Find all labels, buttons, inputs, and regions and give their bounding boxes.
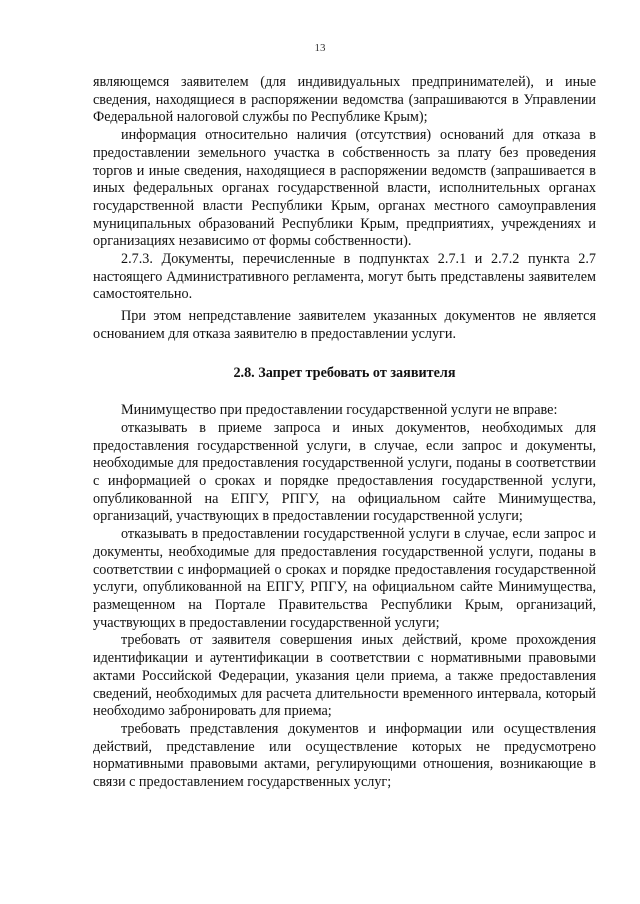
paragraph-item-1: отказывать в приеме запроса и иных документов, необходимых для предоставления государственной услуги, в случае, если запрос и документы, необходимые для предоставления государственной услуги, поданы в соответствии с информацией о сроках и порядке предоставления государственной услуги, опубликованной на ЕПГУ, РПГУ, на официальном сайте Минимущества, организаций, участвующих в предоставлении государственной услуги; (93, 419, 596, 525)
section-heading: 2.8. Запрет требовать от заявителя (233, 364, 456, 381)
paragraph-information: информация относительно наличия (отсутствия) оснований для отказа в предоставлении земельного участка в собственность за плату без проведения торгов и иные сведения, находящиеся в распоряжении ведомств (запрашивается в иных федеральных органах государственной власти, исполнительных органах государственной власти Республики Крым, органах местного самоуправления муниципальных образований Республики Крым, предприятиях, учреждениях и организациях независимо от формы собственности). (93, 127, 596, 250)
paragraph-intro: Минимущество при предоставлении государственной услуги не вправе: (121, 402, 558, 419)
paragraph-2-7-3: 2.7.3. Документы, перечисленные в подпунктах 2.7.1 и 2.7.2 пункта 2.7 настоящего Административного регламента, могут быть представлены заявителем самостоятельно. (93, 251, 596, 303)
paragraph-continuation: являющемся заявителем (для индивидуальных предпринимателей), и иные сведения, находящиеся в распоряжении ведомства (запрашиваются в Управлении Федеральной налоговой службы по Республике Крым); (93, 74, 596, 126)
document-body (93, 74, 596, 792)
paragraph-item-3: требовать от заявителя совершения иных действий, кроме прохождения идентификации и аутентификации в соответствии с нормативными правовыми актами Российской Федерации, указания цели приема, а также предоставления сведений, необходимых для расчета длительности временного интервала, который необходимо забронировать для приема; (93, 632, 596, 720)
paragraph-non-submission: При этом непредставление заявителем указанных документов не является основанием для отказа заявителю в предоставлении услуги. (93, 308, 596, 342)
paragraph-item-4: требовать представления документов и информации или осуществления действий, представление или осуществление которых не предусмотрено нормативными правовыми актами, регулирующими отношения, возникающие в связи с предоставлением государственных услуг; (93, 720, 596, 791)
paragraph-item-2: отказывать в предоставлении государственной услуги в случае, если запрос и документы, необходимые для предоставления государственной услуги, поданы в соответствии с информацией о сроках и порядке предоставления государственной услуги, опубликованной на ЕПГУ, РПГУ, на официальном сайте Минимущества, размещенном на Портале Правительства Республики Крым, организаций, участвующих в предоставлении государственной услуги; (93, 526, 596, 631)
page-number: 13 (314, 42, 326, 54)
